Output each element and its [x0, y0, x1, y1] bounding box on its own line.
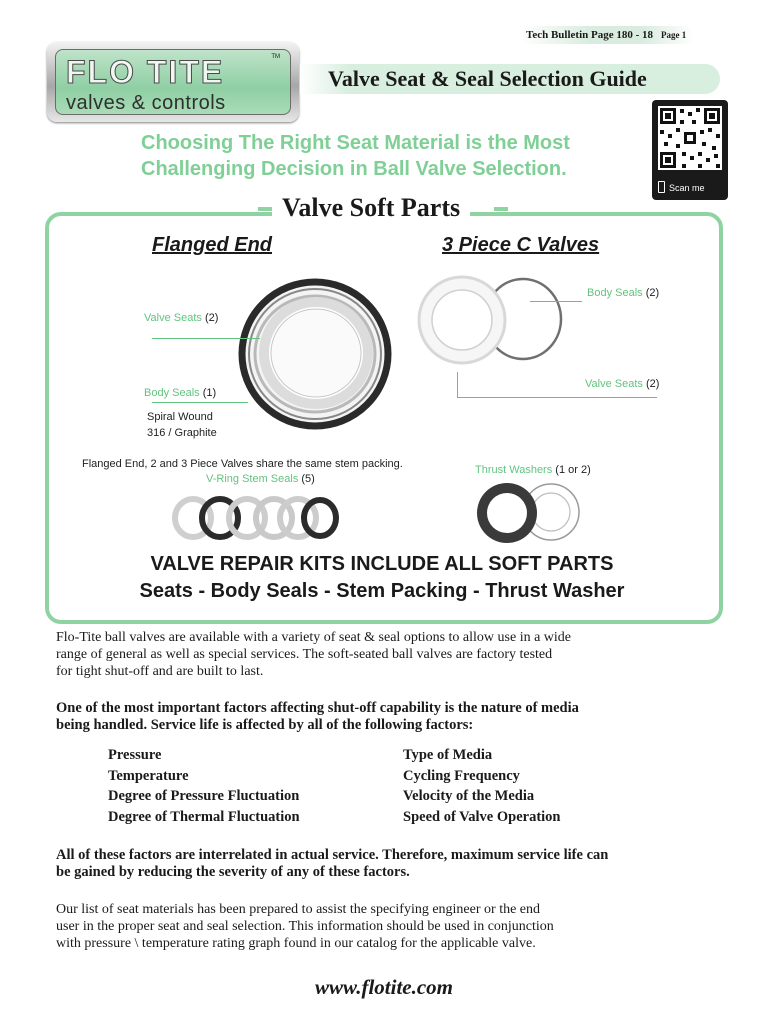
website-link[interactable]: www.flotite.com — [314, 975, 454, 999]
spiral-wound-note: Spiral Wound — [147, 411, 213, 423]
flanged-seals-leader — [152, 402, 248, 403]
flanged-valve-seats-label: Valve Seats (2) — [144, 312, 219, 324]
logo-trademark: TM — [271, 54, 280, 60]
frame-title-bar-left — [258, 207, 272, 211]
logo-tagline: valves & controls — [66, 92, 226, 114]
factor-item: Cycling Frequency — [403, 767, 520, 784]
phone-icon — [658, 181, 665, 193]
factors-left-list — [108, 745, 300, 827]
thrust-washers-image — [472, 480, 587, 546]
flotite-logo — [47, 42, 299, 122]
page-title: Valve Seat & Seal Selection Guide — [328, 66, 647, 91]
three-piece-seats-leader-vertical — [457, 372, 458, 397]
factor-item: Speed of Valve Operation — [403, 808, 561, 825]
repair-kits-title: VALVE REPAIR KITS INCLUDE ALL SOFT PARTS — [150, 553, 614, 575]
qr-label: Scan me — [669, 183, 705, 193]
factors-right-list — [403, 745, 561, 827]
three-piece-seal-image — [415, 272, 565, 367]
qr-code[interactable] — [652, 100, 728, 200]
headline-line-2: Challenging Decision in Ball Valve Selection. — [141, 158, 567, 180]
factor-item: Temperature — [108, 767, 189, 784]
soft-parts-title: Valve Soft Parts — [272, 193, 470, 223]
three-piece-valve-seats-label: Valve Seats (2) — [585, 378, 660, 390]
qr-pattern-icon — [658, 106, 722, 170]
three-piece-heading: 3 Piece C Valves — [442, 234, 600, 256]
repair-kits-subtitle: Seats - Body Seals - Stem Packing - Thrust Washer — [139, 580, 625, 602]
interrelated-paragraph: All of these factors are interrelated in actual service. Therefore, maximum service life can be gained by reducing the severity of any of these factors. — [56, 847, 609, 880]
three-piece-seats-leader — [457, 397, 657, 398]
three-piece-seals-leader — [530, 301, 582, 302]
logo-wordmark: FLO TITE — [66, 54, 225, 90]
v-ring-label: V-Ring Stem Seals (5) — [206, 473, 315, 485]
headline — [141, 130, 661, 182]
headline-line-1: Choosing The Right Seat Material is the Most — [141, 132, 570, 154]
frame-title-bar-right — [494, 207, 508, 211]
thrust-washers-label: Thrust Washers (1 or 2) — [475, 464, 591, 476]
factor-item: Pressure — [108, 747, 162, 763]
seat-materials-paragraph: Our list of seat materials has been prepared to assist the specifying engineer or the end user in the proper seat and seal selection. This information should be used in conjunction with pressure \ temperature rating graph found in our catalog for the applicable valve. — [56, 902, 554, 951]
v-ring-stem-seals-image — [170, 492, 340, 542]
factor-item: Type of Media — [403, 747, 493, 763]
flanged-body-seals-label: Body Seals (1) — [144, 387, 217, 399]
flanged-seats-leader — [152, 338, 260, 339]
tech-bulletin-tag — [520, 26, 694, 44]
factor-item: Velocity of the Media — [403, 788, 535, 804]
page-number: Page 1 — [661, 30, 687, 40]
factor-item: Degree of Pressure Fluctuation — [108, 788, 300, 804]
stem-packing-note: Flanged End, 2 and 3 Piece Valves share the same stem packing. — [82, 458, 403, 470]
factor-item: Degree of Thermal Fluctuation — [108, 808, 300, 825]
intro-paragraph: Flo-Tite ball valves are available with a variety of seat & seal options to allow use in a wide range of general as well as special services. The soft-seated ball valves are factory tested for tight shut-off and are built to last. — [56, 630, 572, 679]
factors-intro-paragraph: One of the most important factors affecting shut-off capability is the nature of media being handled. Service life is affected by all of the following factors: — [56, 700, 579, 733]
flanged-end-heading: Flanged End — [152, 234, 272, 256]
flanged-seal-image — [235, 276, 395, 431]
spiral-material-note: 316 / Graphite — [147, 427, 217, 439]
three-piece-body-seals-label: Body Seals (2) — [587, 287, 660, 299]
bulletin-label: Tech Bulletin Page 180 - 18 — [526, 29, 654, 41]
